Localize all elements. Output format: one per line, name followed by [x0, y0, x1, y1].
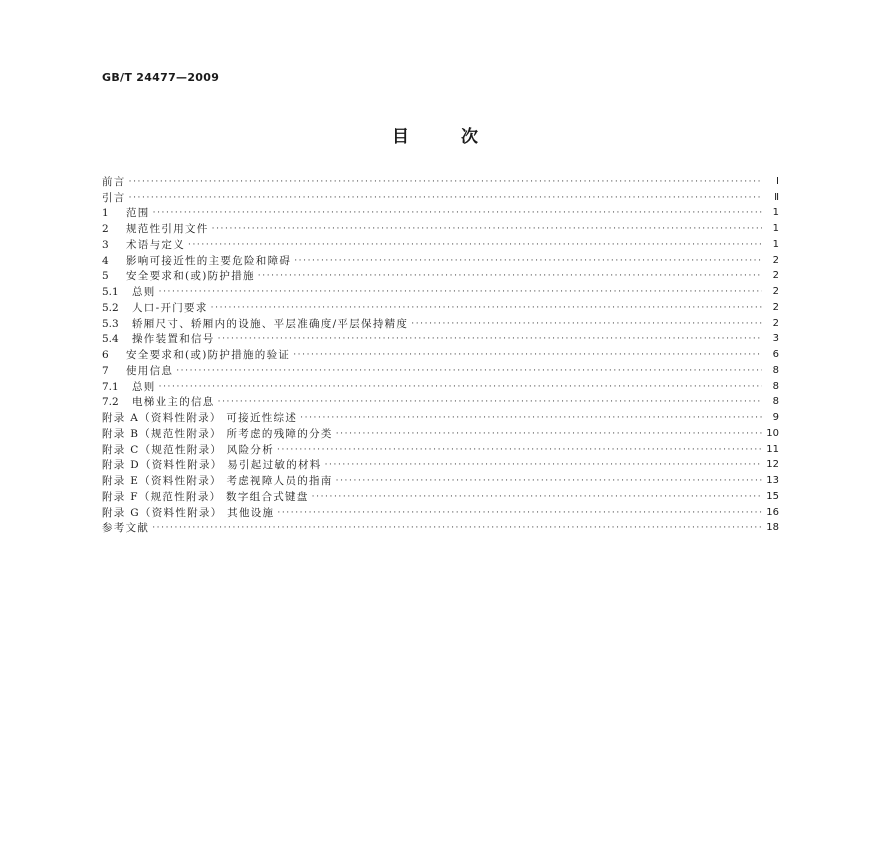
toc-leader-dots — [312, 491, 762, 503]
toc-leader-dots — [129, 192, 762, 204]
toc-entry — [102, 188, 779, 204]
toc-entry — [102, 298, 779, 314]
toc-entry — [102, 456, 779, 472]
toc-entry-title: 轿厢尺寸、轿厢内的设施、平层准确度/平层保持精度 — [132, 317, 409, 330]
toc-entry-number: 5.4 — [102, 333, 119, 346]
toc-entry-page: 2 — [772, 254, 779, 266]
toc-leader-dots — [152, 522, 762, 534]
toc-entry-title: 操作装置和信号 — [132, 333, 215, 346]
toc-leader-dots — [336, 475, 762, 487]
toc-leader-dots — [159, 381, 762, 393]
toc-entry — [102, 361, 779, 377]
toc-entry-title: 规范性引用文件 — [126, 223, 209, 235]
toc-entry-page: 12 — [766, 459, 779, 471]
toc-leader-dots — [294, 255, 762, 267]
toc-entry-page: 6 — [772, 349, 779, 360]
toc-entry — [102, 282, 779, 298]
toc-entry-title: 前言 — [102, 175, 126, 188]
toc-entry — [102, 503, 779, 519]
toc-entry-title: 附录 B（规范性附录） 所考虑的残障的分类 — [102, 427, 333, 440]
toc-leader-dots — [188, 239, 762, 251]
toc-entry — [102, 267, 779, 283]
toc-entry — [102, 471, 779, 487]
toc-entry-page: 2 — [772, 286, 779, 297]
toc-leader-dots — [325, 459, 762, 471]
toc-entry — [102, 408, 779, 424]
toc-leader-dots — [411, 318, 762, 330]
toc-entry-page: 1 — [772, 207, 779, 219]
toc-entry-page: 16 — [766, 506, 779, 518]
toc-entry — [102, 314, 779, 330]
toc-entry-number: 2 — [102, 223, 109, 235]
toc-entry-title: 附录 E（资料性附录） 考虑视障人员的指南 — [102, 475, 333, 487]
toc-entry-number: 1 — [102, 207, 109, 220]
toc-entry-number: 5.1 — [102, 286, 119, 298]
toc-entry — [102, 487, 779, 503]
toc-entry-number: 5.2 — [102, 301, 119, 314]
toc-entry-title: 参考文献 — [102, 522, 150, 535]
toc-entry-number: 6 — [102, 349, 109, 361]
toc-entry-title: 引言 — [102, 191, 126, 204]
toc-entry-page: 2 — [772, 270, 779, 282]
toc-entry — [102, 204, 779, 220]
toc-entry-number: 7.2 — [102, 396, 119, 409]
toc-entry-page: 1 — [772, 238, 779, 250]
toc-entry-page: 18 — [766, 522, 779, 534]
toc-entry-page: Ⅱ — [774, 191, 779, 203]
toc-leader-dots — [129, 176, 762, 188]
toc-entry-page: 3 — [772, 333, 779, 345]
toc-entry — [102, 424, 779, 440]
toc-entry-number: 7 — [102, 364, 109, 377]
toc-entry — [102, 519, 779, 535]
toc-entry-title: 人口-开门要求 — [132, 301, 208, 314]
toc-leader-dots — [159, 286, 762, 298]
toc-entry — [102, 440, 779, 456]
toc-entry-number: 3 — [102, 238, 109, 251]
toc-leader-dots — [212, 223, 762, 235]
toc-leader-dots — [153, 207, 762, 219]
toc-entry-title: 附录 G（资料性附录） 其他设施 — [102, 506, 275, 519]
toc-leader-dots — [218, 333, 762, 345]
toc-entry-title: 附录 C（规范性附录） 风险分析 — [102, 443, 275, 456]
toc-entry-page: 9 — [772, 412, 779, 423]
toc-entry — [102, 393, 779, 409]
toc-entry — [102, 235, 779, 251]
standard-code: GB/T 24477—2009 — [102, 71, 220, 84]
toc-entry-page: 8 — [772, 364, 779, 376]
toc-entry-page: 1 — [772, 223, 779, 234]
toc-leader-dots — [277, 507, 762, 519]
toc-leader-dots — [218, 396, 762, 408]
toc-leader-dots — [336, 428, 762, 440]
toc-entry-title: 电梯业主的信息 — [132, 396, 215, 409]
toc-entry-page: 2 — [772, 301, 779, 313]
toc-entry-number: 4 — [102, 254, 109, 267]
toc-entry-page: 13 — [766, 475, 779, 486]
toc-leader-dots — [300, 412, 762, 424]
toc-leader-dots — [293, 349, 762, 361]
toc-entry — [102, 330, 779, 346]
toc-entry-page: 11 — [766, 443, 779, 455]
toc-entry — [102, 377, 779, 393]
toc-leader-dots — [277, 444, 762, 456]
toc-entry-title: 附录 D（资料性附录） 易引起过敏的材料 — [102, 459, 322, 472]
toc-entry-title: 安全要求和(或)防护措施的验证 — [126, 349, 291, 361]
table-of-contents — [102, 172, 779, 534]
toc-entry-number: 7.1 — [102, 380, 119, 393]
toc-leader-dots — [211, 302, 762, 314]
toc-entry-page: 15 — [766, 490, 779, 502]
toc-entry-page: Ⅰ — [776, 175, 779, 187]
toc-heading: 目次 — [392, 127, 530, 147]
toc-entry-title: 总则 — [132, 286, 156, 298]
toc-entry — [102, 172, 779, 188]
toc-entry — [102, 345, 779, 361]
toc-entry-page: 10 — [766, 427, 779, 439]
toc-leader-dots — [176, 365, 762, 377]
toc-entry-title: 范围 — [126, 207, 150, 220]
toc-entry-title: 附录 A（资料性附录） 可接近性综述 — [102, 412, 298, 424]
toc-entry-title: 安全要求和(或)防护措施 — [126, 270, 255, 283]
toc-entry-title: 使用信息 — [126, 364, 174, 377]
toc-entry-page: 2 — [772, 317, 779, 329]
toc-entry-title: 附录 F（规范性附录） 数字组合式键盘 — [102, 490, 309, 503]
toc-entry-title: 术语与定义 — [126, 238, 185, 251]
toc-entry — [102, 251, 779, 267]
toc-entry-number: 5 — [102, 270, 109, 283]
toc-entry — [102, 219, 779, 235]
toc-entry-title: 影响可接近性的主要危险和障碍 — [126, 254, 292, 267]
toc-leader-dots — [258, 270, 762, 282]
toc-entry-number: 5.3 — [102, 317, 119, 330]
toc-entry-page: 8 — [772, 396, 779, 408]
toc-entry-page: 8 — [772, 380, 779, 392]
toc-entry-title: 总则 — [132, 380, 156, 393]
